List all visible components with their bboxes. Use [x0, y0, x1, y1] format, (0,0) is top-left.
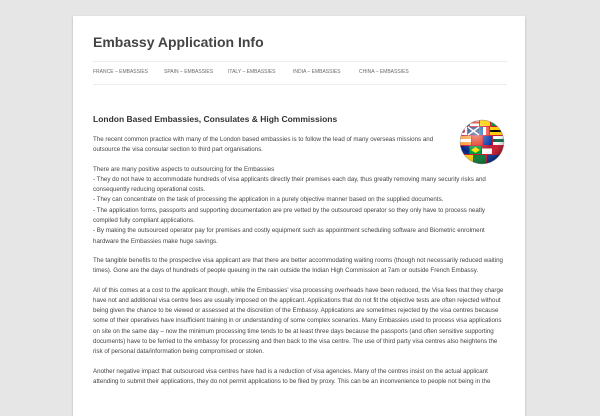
- page-container: [73, 16, 525, 416]
- article: [93, 114, 507, 396]
- article-body: [93, 135, 507, 387]
- article-paragraph: There are many positive aspects to outsourcing for the Embassies: [93, 165, 275, 173]
- article-paragraph: All of this comes at a cost to the applicant though, while the Embassies' visa processing overheads have been reduced, the Visa fees that they charge have not and additional visa centre fees are usually imposed on the applicant. Applications that do not fit the objective tests are often rejected without being given the chance to be viewed or assessed at the discretion of the Embassy. Applications are sometimes rejected by the visa centres because some of their operatives have insufficient training in or understanding of some complex scenarios. Many Embassies used to process visa applications on site on the same day – now the minimum processing time tends to be at least three days because the passports (and often sensitive supporting documents) have to be ferried to the embassy for processing and then back to the visa centre. The use of third party visa centres also heightens the risk of personal data/information being compromised or stolen.: [93, 286, 504, 356]
- nav-item-italy[interactable]: ITALY – EMBASSIES: [228, 69, 276, 75]
- article-paragraph: - They can concentrate on the task of processing the application in a purely objective manner based on the supplied documents.: [93, 196, 444, 204]
- article-paragraph: - The application forms, passports and supporting documentation are pre vetted by the outsourced operator so they only have to process neatly compiled fully compliant applications.: [93, 206, 485, 225]
- article-paragraph: The recent common practice with many of the London based embassies is to follow the lead of many overseas missions and outsource the visa consular section to third part organisations.: [93, 136, 434, 154]
- nav-item-spain[interactable]: SPAIN – EMBASSIES: [164, 69, 214, 75]
- article-paragraph: Another negative impact that outsourced visa centres have had is a reduction of visa agencies. Many of the centres insist on the actual applicant attending to submit their applications, they do not permit applications to be filed by proxy. This can be an inconvenience to people not being in the: [93, 367, 491, 385]
- article-title: London Based Embassies, Consulates & High Commissions: [93, 114, 338, 124]
- site-title[interactable]: Embassy Application Info: [93, 34, 264, 50]
- nav-item-india[interactable]: INDIA – EMBASSIES: [293, 69, 341, 75]
- nav-item-china[interactable]: CHINA – EMBASSIES: [359, 69, 409, 75]
- article-paragraph: The tangible benefits to the prospective visa applicant are that there are better accommodating waiting rooms (though not necessarily reduced waiting times). Gone are the days of hundreds of people queuing in the rain outside the Indian High Commission at 7am or outside French Embassy.: [93, 256, 503, 275]
- main-navigation: [93, 61, 507, 85]
- globe-of-flags-icon: [457, 117, 507, 167]
- nav-item-france[interactable]: FRANCE – EMBASSIES: [93, 69, 149, 75]
- article-paragraph: - They do not have to accommodate hundreds of visa applicants directly their premises each day, thus greatly removing many security risks and consequently reducing operational costs.: [93, 175, 486, 194]
- article-paragraph: - By making the outsourced operator pay for premises and costly equipment such as appointment scheduling software and Biometric enrolment hardware the Embassies make huge savings.: [93, 227, 485, 245]
